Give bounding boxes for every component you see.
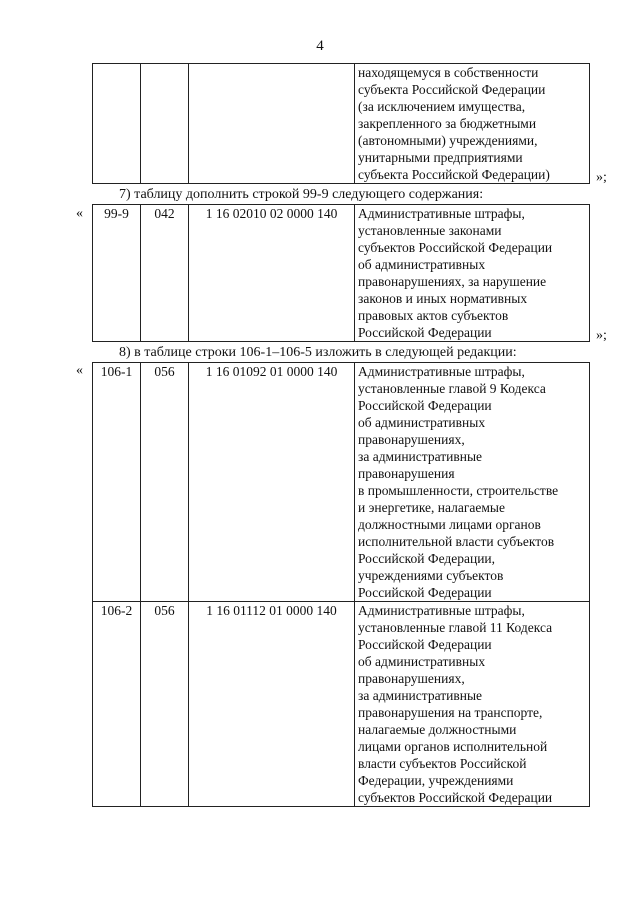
description-line: субъекта Российской Федерации) [358, 167, 550, 182]
description-line: должностными лицами органов [358, 517, 541, 532]
row-code-cell [93, 64, 141, 184]
description-line: находящемуся в собственности [358, 65, 539, 80]
description-line: Российской Федерации [358, 325, 492, 340]
kbk-code-cell: 1 16 01092 01 0000 140 [189, 363, 355, 602]
admin-code-cell: 042 [141, 205, 189, 342]
description-line: за административные [358, 688, 483, 703]
admin-code-cell: 056 [141, 602, 189, 807]
description-line: за административные [358, 449, 483, 464]
closing-quote-2: »; [596, 328, 607, 343]
description-line: установленные главой 11 Кодекса [358, 620, 553, 635]
description-line: власти субъектов Российской [358, 756, 527, 771]
admin-code-cell [141, 64, 189, 184]
page-number: 4 [316, 38, 324, 54]
description-line: правонарушениях, [358, 432, 465, 447]
opening-quote-2: « [76, 206, 83, 221]
description-line: налагаемые должностными [358, 722, 517, 737]
description-line: правовых актов субъектов [358, 308, 509, 323]
description-cell [355, 363, 590, 602]
table-row-99-9 [92, 204, 590, 342]
description-line: (за исключением имущества, [358, 99, 526, 114]
description-line: субъектов Российской Федерации [358, 240, 553, 255]
description-line: правонарушениях, [358, 671, 465, 686]
table-row [93, 602, 590, 807]
table-row [93, 205, 590, 342]
description-line: об административных [358, 415, 486, 430]
description-line: Российской Федерации [358, 398, 492, 413]
closing-quote-1: »; [596, 170, 607, 185]
description-line: Федерации, учреждениями [358, 773, 514, 788]
kbk-code-cell [189, 64, 355, 184]
table-row [93, 363, 590, 602]
row-code-cell: 106-1 [93, 363, 141, 602]
kbk-code-cell: 1 16 02010 02 0000 140 [189, 205, 355, 342]
description-line: Административные штрафы, [358, 364, 525, 379]
admin-code-cell: 056 [141, 363, 189, 602]
description-line: унитарными предприятиями [358, 150, 523, 165]
opening-quote-3: « [76, 363, 83, 378]
description-line: правонарушения [358, 466, 455, 481]
description-line: в промышленности, строительстве [358, 483, 559, 498]
description-line: закрепленного за бюджетными [358, 116, 537, 131]
description-line: субъекта Российской Федерации [358, 82, 546, 97]
table-rows-106 [92, 362, 590, 807]
description-cell [355, 602, 590, 807]
description-line: Российской Федерации, [358, 551, 496, 566]
description-line: Административные штрафы, [358, 603, 525, 618]
description-line: лицами органов исполнительной [358, 739, 548, 754]
description-line: правонарушения на транспорте, [358, 705, 543, 720]
description-line: субъектов Российской Федерации [358, 790, 553, 805]
description-line: и энергетике, налагаемые [358, 500, 505, 515]
description-cell [355, 205, 590, 342]
kbk-code-cell: 1 16 01112 01 0000 140 [189, 602, 355, 807]
description-line: установленные законами [358, 223, 502, 238]
description-line: об административных [358, 257, 486, 272]
description-line: об административных [358, 654, 486, 669]
row-code-cell: 106-2 [93, 602, 141, 807]
description-line: (автономными) учреждениями, [358, 133, 538, 148]
description-line: законов и иных нормативных [358, 291, 528, 306]
table-row [93, 64, 590, 184]
description-line: Российской Федерации [358, 585, 492, 600]
instruction-7: 7) таблицу дополнить строкой 99-9 следующего содержания: [119, 187, 484, 202]
description-line: Административные штрафы, [358, 206, 525, 221]
instruction-8: 8) в таблице строки 106-1–106-5 изложить в следующей редакции: [119, 345, 517, 360]
description-line: исполнительной власти субъектов [358, 534, 555, 549]
description-line: установленные главой 9 Кодекса [358, 381, 546, 396]
description-line: Российской Федерации [358, 637, 492, 652]
description-cell [355, 64, 590, 184]
row-code-cell: 99-9 [93, 205, 141, 342]
table-continuation [92, 63, 590, 184]
description-line: учреждениями субъектов [358, 568, 504, 583]
description-line: правонарушениях, за нарушение [358, 274, 547, 289]
